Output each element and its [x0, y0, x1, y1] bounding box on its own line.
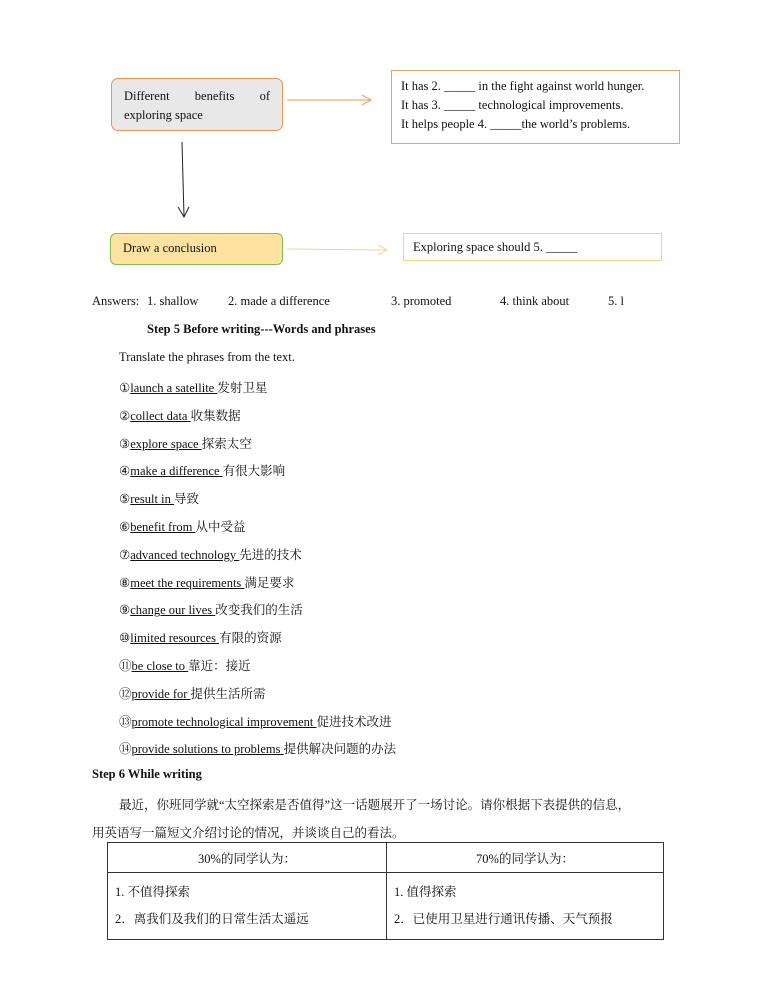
phrase-chinese: 导致	[173, 492, 199, 507]
phrase-item	[119, 600, 303, 618]
phrase-chinese: 收集数据	[190, 408, 241, 423]
phrase-number: ⑤	[119, 492, 131, 507]
phrase-english: be close to	[131, 659, 189, 673]
phrase-number: ⑥	[119, 520, 131, 534]
task-paragraph-line1: 最近，你班同学就“太空探索是否值得”这一话题展开了一场讨论。请你根据下表提供的信息，	[119, 798, 631, 812]
phrase-number: ①	[119, 381, 131, 395]
phrase-english: provide solutions to problems	[131, 742, 284, 757]
phrase-chinese: 满足要求	[244, 575, 295, 590]
benefits-box: Different benefits of exploring space	[111, 78, 283, 131]
phrase-chinese: 促进技术改进	[316, 714, 392, 729]
table-item: 2．已使用卫星进行通讯传播、天气预报	[394, 912, 613, 926]
table-header-30: 30%的同学认为：	[108, 843, 387, 873]
phrase-item	[119, 712, 392, 730]
phrase-english: collect data	[130, 408, 191, 423]
phrase-item	[119, 461, 285, 479]
table-cell-70	[387, 873, 664, 940]
phrase-chinese: 发射卫星	[217, 381, 268, 395]
table-header-70: 70%的同学认为：	[387, 843, 664, 873]
step5-heading: Step 5 Before writing---Words and phrases	[147, 322, 376, 336]
phrase-number: ③	[119, 436, 131, 451]
detail-line: It helps people 4. _____the world’s problems.	[401, 117, 631, 131]
phrase-item	[119, 378, 267, 396]
table-cell-30	[108, 873, 387, 940]
phrase-chinese: 有限的资源	[219, 631, 282, 646]
phrase-number: ⑦	[119, 547, 131, 562]
phrase-english: make a difference	[130, 464, 223, 479]
phrase-number: ②	[119, 408, 131, 423]
phrase-item	[119, 406, 241, 424]
phrase-chinese: 改变我们的生活	[215, 603, 303, 618]
table-item: 1. 不值得探索	[115, 885, 191, 899]
phrase-chinese: 先进的技术	[239, 547, 302, 562]
phrase-english: provide for	[131, 686, 191, 701]
phrase-number: ⑧	[119, 575, 131, 590]
step6-heading: Step 6 While writing	[92, 767, 202, 781]
answer-item: 4. think about	[500, 294, 570, 308]
conclusion-box: Draw a conclusion	[110, 233, 283, 265]
phrase-chinese: 靠近：接近	[188, 659, 251, 673]
phrase-english: advanced technology	[130, 547, 240, 562]
phrase-number: ④	[119, 464, 131, 479]
phrase-english: change our lives	[130, 603, 216, 618]
phrase-number: ⑬	[119, 714, 132, 729]
phrase-item	[119, 545, 302, 563]
phrase-number: ⑩	[119, 631, 131, 646]
phrase-english: limited resources	[130, 631, 220, 646]
task-paragraph-line2: 用英语写一篇短文介绍讨论的情况，并谈谈自己的看法。	[92, 826, 405, 840]
phrase-chinese: 从中受益	[195, 520, 246, 534]
detail-line: It has 3. _____ technological improvements.	[401, 98, 624, 112]
phrase-english: meet the requirements	[130, 575, 245, 590]
arrow-right-1	[287, 95, 371, 105]
conclusion-detail-box: Exploring space should 5. _____	[403, 233, 662, 261]
phrase-chinese: 探索太空	[201, 436, 252, 451]
phrase-item	[119, 656, 251, 674]
phrase-chinese: 提供解决问题的办法	[283, 742, 397, 757]
phrase-number: ⑪	[119, 659, 132, 673]
phrase-chinese: 有很大影响	[222, 464, 286, 479]
table-item: 2．离我们及我们的日常生活太遥远	[115, 912, 309, 926]
phrase-number: ⑨	[119, 603, 131, 618]
phrase-english: result in	[130, 492, 174, 507]
phrase-item	[119, 628, 282, 646]
answer-item: 1. shallow	[147, 294, 199, 308]
step5-instruction: Translate the phrases from the text.	[119, 350, 295, 364]
answer-item: 2. made a difference	[228, 294, 330, 308]
arrow-down	[178, 142, 189, 217]
phrase-item	[119, 739, 396, 757]
detail-line: It has 2. _____ in the fight against world hunger.	[401, 79, 645, 93]
phrase-number: ⑫	[119, 686, 132, 701]
arrow-right-2	[287, 245, 387, 255]
phrase-english: explore space	[130, 436, 202, 451]
answer-item: 5. l	[608, 294, 624, 308]
table-item: 1. 值得探索	[394, 885, 457, 899]
phrase-chinese: 提供生活所需	[190, 686, 266, 701]
phrase-item	[119, 489, 199, 507]
phrase-english: benefit from	[130, 520, 196, 534]
phrase-english: promote technological improvement	[131, 714, 317, 729]
diagram-arrows	[0, 0, 770, 300]
phrase-item	[119, 434, 252, 452]
answer-item: 3. promoted	[391, 294, 452, 308]
phrase-item	[119, 573, 294, 591]
answers-label: Answers:	[92, 294, 140, 308]
phrase-english: launch a satellite	[130, 381, 218, 395]
phrase-item	[119, 684, 266, 702]
phrase-number: ⑭	[119, 742, 132, 757]
phrase-item	[119, 517, 246, 535]
opinion-table	[107, 842, 664, 940]
